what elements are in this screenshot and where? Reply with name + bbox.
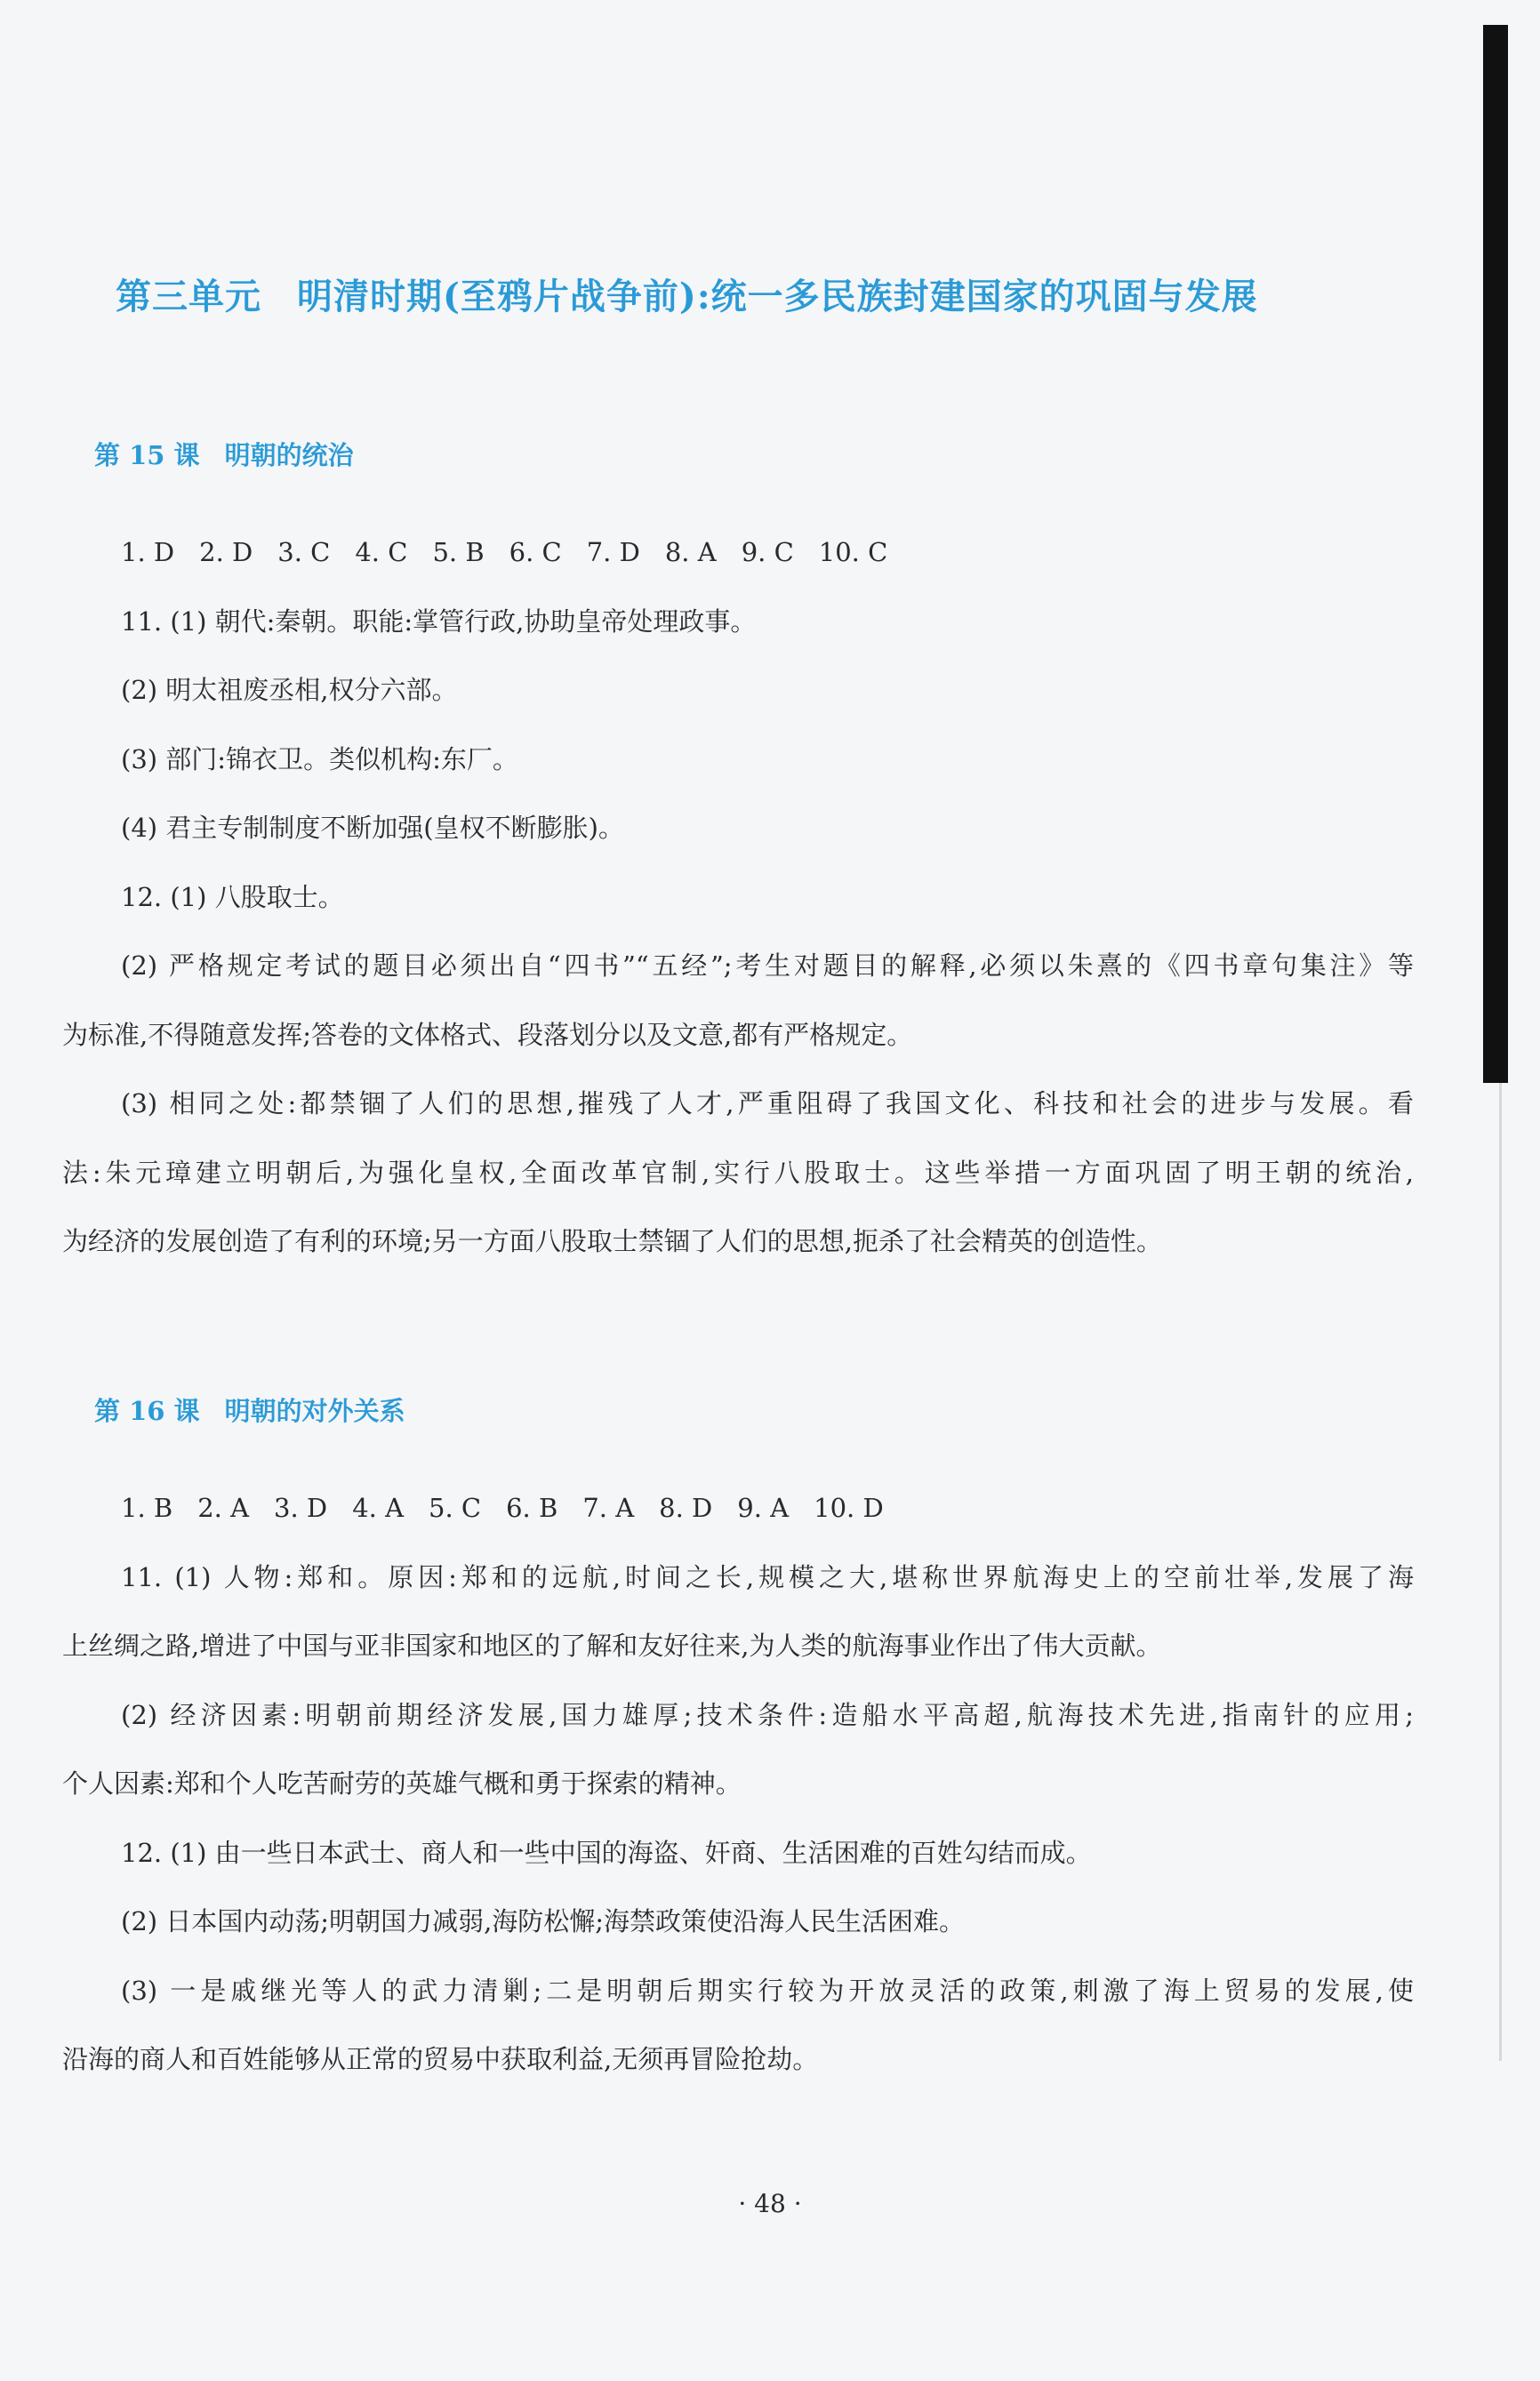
lesson-16-name: 明朝的对外关系 <box>224 1396 405 1426</box>
page-number: · 48 · <box>738 2189 802 2218</box>
lesson-15-name: 明朝的统治 <box>224 440 354 470</box>
lesson-15-label: 第 15 课 <box>94 440 200 470</box>
lesson-16-title <box>94 1391 405 1428</box>
answer-line: 12. (1) 八股取士。 <box>121 882 344 912</box>
mc-answer: 4. C <box>355 537 408 567</box>
answer-line: (3) 一是戚继光等人的武力清剿;二是明朝后期实行较为开放灵活的政策,刺激了海上贸易的发展,使 <box>121 1976 1414 2006</box>
answer-line: (2) 日本国内动荡;明朝国力减弱,海防松懈;海禁政策使沿海人民生活困难。 <box>121 1906 966 1936</box>
answer-line: 12. (1) 由一些日本武士、商人和一些中国的海盗、奸商、生活困难的百姓勾结而成。 <box>121 1838 1092 1868</box>
mc-answer: 1. D <box>121 537 175 567</box>
answer-line: 为经济的发展创造了有利的环境;另一方面八股取士禁锢了人们的思想,扼杀了社会精英的创造性。 <box>62 1226 1162 1256</box>
unit-title <box>116 269 1449 319</box>
mc-answer: 2. D <box>199 537 253 567</box>
mc-answer: 6. B <box>506 1493 558 1523</box>
mc-answer: 1. B <box>121 1493 173 1523</box>
mc-answer: 8. D <box>659 1493 713 1523</box>
mc-answer: 6. C <box>509 537 562 567</box>
mc-answer: 7. A <box>582 1493 635 1523</box>
answer-line: (3) 相同之处:都禁锢了人们的思想,摧残了人才,严重阻碍了我国文化、科技和社会的进步与发展。看 <box>121 1088 1414 1118</box>
scan-edge-line <box>1499 1083 1502 2061</box>
mc-answer: 5. C <box>429 1493 482 1523</box>
mc-answer: 10. C <box>818 537 888 567</box>
unit-heading: 明清时期(至鸦片战争前):统一多民族封建国家的巩固与发展 <box>297 276 1258 317</box>
answer-line: (2) 严格规定考试的题目必须出自“四书”“五经”;考生对题目的解释,必须以朱熹的《四书章句集注》等 <box>121 950 1414 981</box>
mc-answer: 4. A <box>352 1493 405 1523</box>
answer-line: (3) 部门:锦衣卫。类似机构:东厂。 <box>121 744 518 774</box>
mc-answer: 8. A <box>664 537 717 567</box>
answer-line: 沿海的商人和百姓能够从正常的贸易中获取利益,无须再冒险抢劫。 <box>62 2044 819 2074</box>
mc-answer: 9. A <box>737 1493 790 1523</box>
scan-edge-bar <box>1483 25 1508 1083</box>
mc-answer: 7. D <box>586 537 640 567</box>
lesson-16-label: 第 16 课 <box>94 1396 200 1426</box>
mc-answer: 9. C <box>741 537 794 567</box>
lesson-15-multiple-choice <box>121 536 1414 568</box>
lesson-16-multiple-choice <box>121 1492 1414 1524</box>
answer-line: 个人因素:郑和个人吃苦耐劳的英雄气概和勇于探索的精神。 <box>62 1768 742 1799</box>
answer-line: 11. (1) 朝代:秦朝。职能:掌管行政,协助皇帝处理政事。 <box>121 606 757 637</box>
unit-label: 第三单元 <box>116 276 261 317</box>
answer-line: 上丝绸之路,增进了中国与亚非国家和地区的了解和友好往来,为人类的航海事业作出了伟大贡献。 <box>62 1631 1162 1661</box>
mc-answer: 5. B <box>432 537 485 567</box>
mc-answer: 3. D <box>274 1493 328 1523</box>
answer-line: 法:朱元璋建立明朝后,为强化皇权,全面改革官制,实行八股取士。这些举措一方面巩固了明王朝的统治, <box>62 1158 1414 1188</box>
answer-line: (2) 明太祖废丞相,权分六部。 <box>121 675 458 705</box>
mc-answer: 2. A <box>197 1493 250 1523</box>
mc-answer: 3. C <box>277 537 331 567</box>
answer-line: (4) 君主专制制度不断加强(皇权不断膨胀)。 <box>121 813 624 843</box>
answer-line: 为标准,不得随意发挥;答卷的文体格式、段落划分以及文意,都有严格规定。 <box>62 1020 913 1050</box>
mc-answer: 10. D <box>814 1493 884 1523</box>
lesson-15-title <box>94 436 354 472</box>
answer-line: 11. (1) 人物:郑和。原因:郑和的远航,时间之长,规模之大,堪称世界航海史上的空前壮举,发展了海 <box>121 1562 1414 1592</box>
answer-line: (2) 经济因素:明朝前期经济发展,国力雄厚;技术条件:造船水平高超,航海技术先进,指南针的应用; <box>121 1700 1414 1730</box>
